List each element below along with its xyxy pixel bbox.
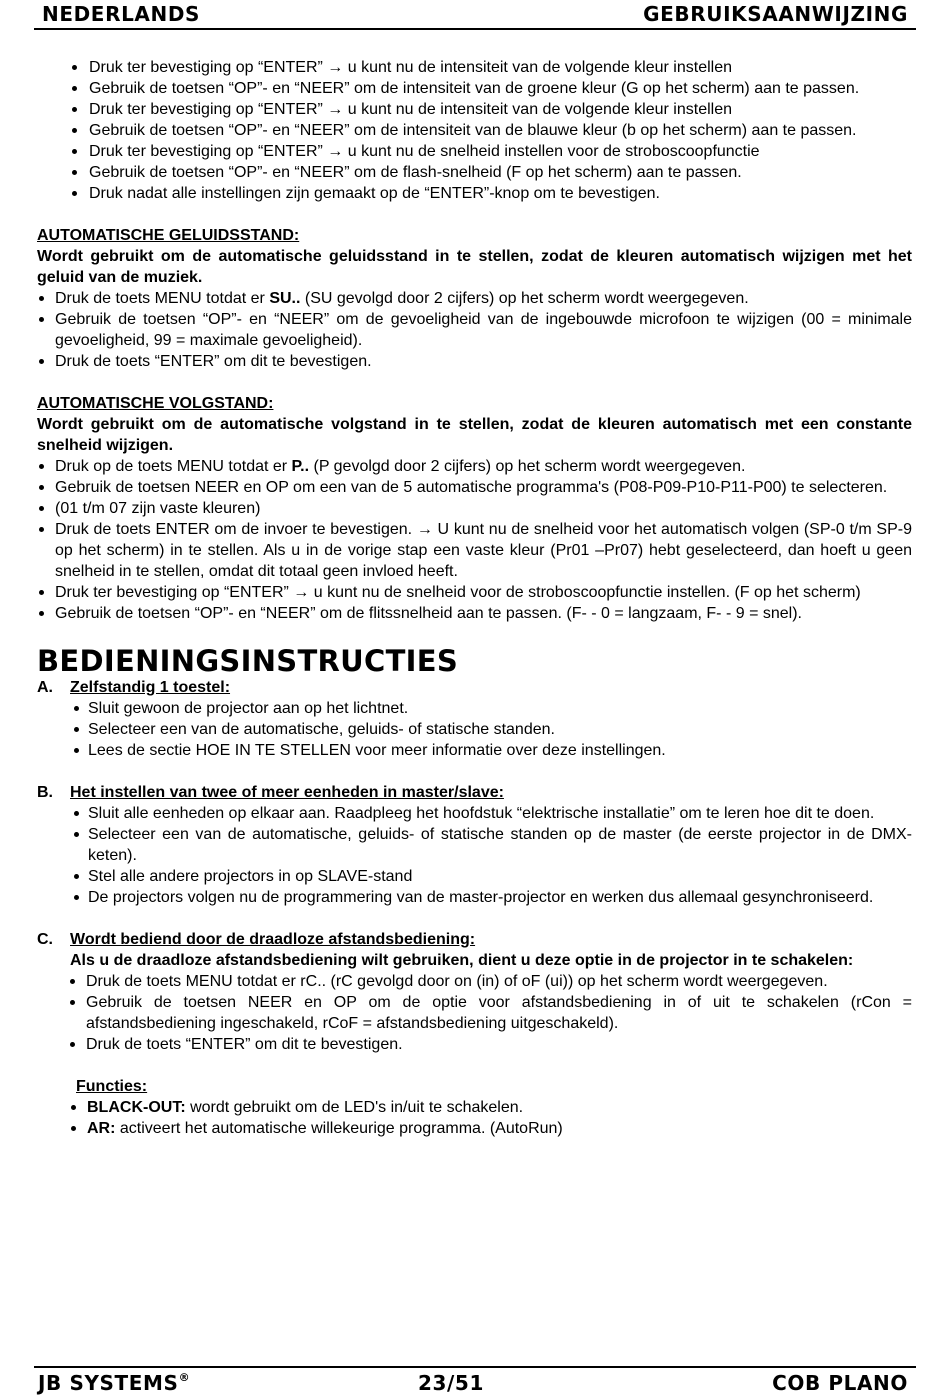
list-item: Druk ter bevestiging op “ENTER” → u kunt nu de snelheid instellen voor de stroboscoopfunctie — [37, 141, 912, 162]
operation-instructions-title: BEDIENINGSINSTRUCTIES — [37, 644, 459, 678]
list-item: Druk nadat alle instellingen zijn gemaakt op de “ENTER”-knop om te bevestigen. — [37, 183, 912, 204]
list-item: Gebruik de toetsen NEER en OP om een van de 5 automatische programma's (P08-P09-P10-P11-P00) te selecteren. — [37, 477, 912, 498]
section-title: Zelfstandig 1 toestel: — [70, 679, 231, 696]
header-language: NEDERLANDS — [42, 2, 201, 26]
section-b — [37, 782, 912, 803]
page-number: 23/51 — [418, 1371, 484, 1395]
sound-mode-intro: Wordt gebruikt om de automatische geluidsstand in te stellen, zodat de kleuren automatisch wijzigen met het geluid van de muziek. — [37, 248, 912, 286]
section-letter: C. — [37, 931, 53, 948]
section-c-list — [37, 971, 912, 1055]
follow-mode-heading: AUTOMATISCHE VOLGSTAND: — [37, 395, 274, 412]
list-item: Druk de toets “ENTER” om dit te bevestigen. — [37, 1034, 912, 1055]
section-subtitle: Als u de draadloze afstandsbediening wilt gebruiken, dient u deze optie in de projector in te schakelen: — [70, 952, 854, 969]
follow-mode-intro: Wordt gebruikt om de automatische volgstand in te stellen, zodat de kleuren automatisch met een constante snelheid wijzigen. — [37, 416, 912, 454]
list-item: Druk de toets MENU totdat er rC.. (rC gevolgd door on (in) of oF (ui)) op het scherm wordt weergegeven. — [37, 971, 912, 992]
section-b-list — [37, 803, 912, 908]
sound-mode-list — [37, 288, 912, 372]
page-footer — [34, 1366, 916, 1397]
list-item: Gebruik de toetsen “OP”- en “NEER” om de intensiteit van de blauwe kleur (b op het scherm) aan te passen. — [37, 120, 912, 141]
page-content — [37, 57, 912, 1139]
sound-mode-heading: AUTOMATISCHE GELUIDSSTAND: — [37, 227, 300, 244]
list-item: Sluit gewoon de projector aan op het lichtnet. — [37, 698, 912, 719]
list-item: Druk ter bevestiging op “ENTER” → u kunt nu de snelheid voor de stroboscoopfunctie instellen. (F op het scherm) — [37, 582, 912, 603]
section-title: Wordt bediend door de draadloze afstandsbediening: — [70, 931, 476, 948]
list-item: Druk de toets ENTER om de invoer te bevestigen. → U kunt nu de snelheid voor het automatisch volgen (SP-0 t/m SP-9 op het scherm) in te stellen. Als u in de vorige stap een vaste kleur (Pr01 –Pr07) hebt geselecteerd, dan hoeft u geen snelheid in te stellen, omdat dit totaal geen invloed heeft. — [37, 519, 912, 582]
list-item: Gebruik de toetsen “OP”- en “NEER” om de intensiteit van de groene kleur (G op het scherm) aan te passen. — [37, 78, 912, 99]
footer-brand: JB SYSTEMS® — [38, 1371, 191, 1395]
list-item: Stel alle andere projectors in op SLAVE-stand — [37, 866, 912, 887]
section-a-list — [37, 698, 912, 761]
section-c — [37, 929, 912, 971]
footer-product: COB PLANO — [772, 1371, 908, 1395]
list-item: Gebruik de toetsen “OP”- en “NEER” om de flash-snelheid (F op het scherm) aan te passen. — [37, 162, 912, 183]
top-bullet-list — [37, 57, 912, 204]
functions-title: Functies: — [76, 1078, 148, 1095]
page-header — [34, 0, 916, 30]
section-letter: A. — [37, 679, 53, 696]
list-item: Selecteer een van de automatische, geluids- of statische standen. — [37, 719, 912, 740]
list-item: Selecteer een van de automatische, geluids- of statische standen op de master (de eerste projector in de DMX-keten). — [37, 824, 912, 866]
list-item: Druk ter bevestiging op “ENTER” → u kunt nu de intensiteit van de volgende kleur instellen — [37, 57, 912, 78]
follow-mode-list — [37, 456, 912, 624]
header-manual-title: GEBRUIKSAANWIJZING — [643, 2, 908, 26]
list-item: Lees de sectie HOE IN TE STELLEN voor meer informatie over deze instellingen. — [37, 740, 912, 761]
list-item: Druk op de toets MENU totdat er P.. (P gevolgd door 2 cijfers) op het scherm wordt weergegeven. — [37, 456, 912, 477]
list-item: Gebruik de toetsen “OP”- en “NEER” om de gevoeligheid van de ingebouwde microfoon te wijzigen (00 = minimale gevoeligheid, 99 = maximale gevoeligheid). — [37, 309, 912, 351]
section-a — [37, 677, 912, 698]
functions-list — [37, 1097, 912, 1139]
list-item: Gebruik de toetsen “OP”- en “NEER” om de flitssnelheid aan te passen. (F- - 0 = langzaam, F- - 9 = snel). — [37, 603, 912, 624]
list-item: Druk ter bevestiging op “ENTER” → u kunt nu de intensiteit van de volgende kleur instellen — [37, 99, 912, 120]
section-letter: B. — [37, 784, 53, 801]
list-item: (01 t/m 07 zijn vaste kleuren) — [37, 498, 912, 519]
list-item: AR: activeert het automatische willekeurige programma. (AutoRun) — [69, 1118, 912, 1139]
list-item: Druk de toets “ENTER” om dit te bevestigen. — [37, 351, 912, 372]
list-item: BLACK-OUT: wordt gebruikt om de LED's in/uit te schakelen. — [69, 1097, 912, 1118]
section-title: Het instellen van twee of meer eenheden in master/slave: — [70, 784, 504, 801]
list-item: Druk de toets MENU totdat er SU.. (SU gevolgd door 2 cijfers) op het scherm wordt weergegeven. — [37, 288, 912, 309]
list-item: De projectors volgen nu de programmering van de master-projector en werken dus allemaal gesynchroniseerd. — [37, 887, 912, 908]
list-item: Gebruik de toetsen NEER en OP om de optie voor afstandsbediening in of uit te schakelen (rCon = afstandsbediening ingeschakeld, rCoF = afstandsbediening uitgeschakeld). — [37, 992, 912, 1034]
list-item: Sluit alle eenheden op elkaar aan. Raadpleeg het hoofdstuk “elektrische installatie” om te leren hoe dit te doen. — [37, 803, 912, 824]
